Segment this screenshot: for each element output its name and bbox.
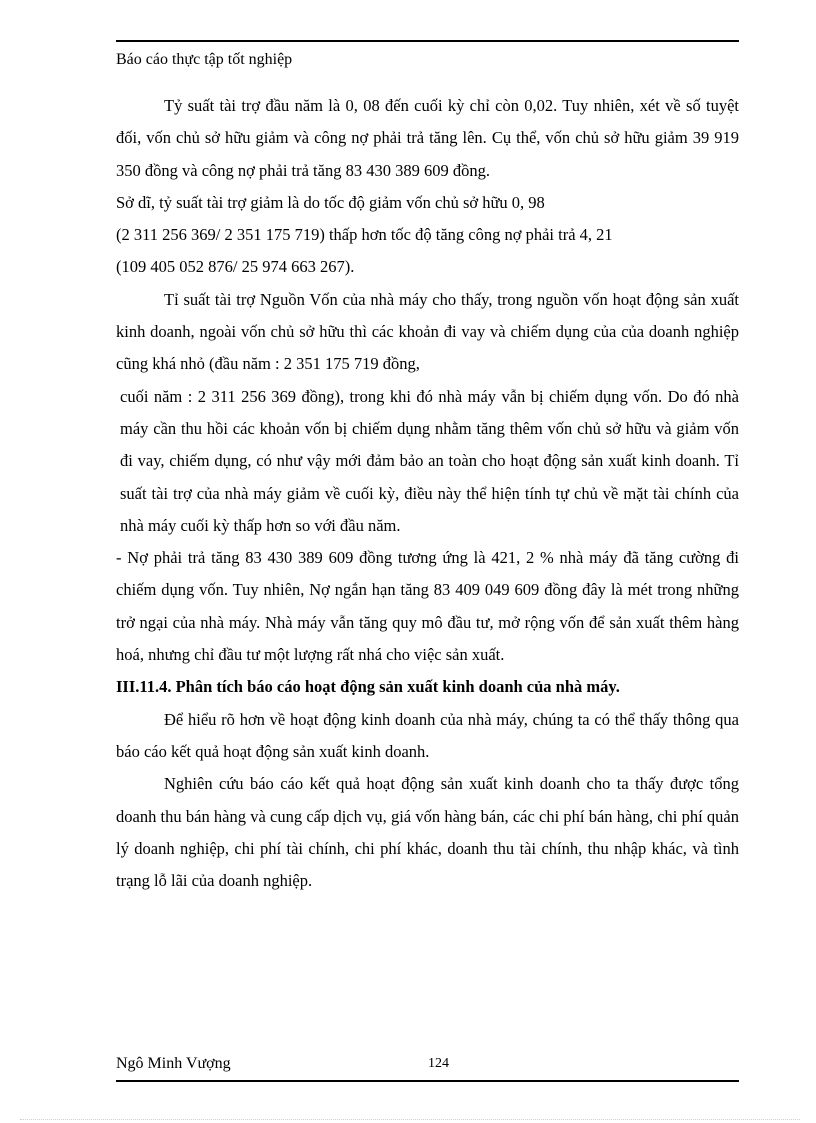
paragraph-ratio-change: Tỷ suất tài trợ đầu năm là 0, 08 đến cuối kỳ chỉ còn 0,02. Tuy nhiên, xét về số tuyệt đối, vốn chủ sở hữu giảm và công nợ phải trả tăng lên. Cụ thể, vốn chủ sở hữu giảm 39 919 350 đồng và công nợ phải trả tăng 83 430 389 609 đồng. bbox=[116, 96, 739, 180]
page-number: 124 bbox=[428, 1056, 449, 1071]
paragraph-equity-ratio: (2 311 256 369/ 2 351 175 719) thấp hơn tốc độ tăng công nợ phải trả 4, 21 bbox=[116, 225, 613, 245]
footer-author: Ngô Minh Vượng bbox=[116, 1055, 231, 1072]
paragraph-reason: Sở dĩ, tỷ suất tài trợ giảm là do tốc độ giảm vốn chủ sở hữu 0, 98 bbox=[116, 192, 545, 212]
running-header: Báo cáo thực tập tốt nghiệp bbox=[116, 51, 293, 68]
paragraph-debt-ratio: (109 405 052 876/ 25 974 663 267). bbox=[116, 257, 355, 277]
page-edge-dots bbox=[20, 1119, 800, 1120]
section-heading: III.11.4. Phân tích báo cáo hoạt động sản xuất kinh doanh của nhà máy. bbox=[116, 677, 620, 697]
paragraph-liabilities: - Nợ phải trả tăng 83 430 389 609 đồng tương ứng là 421, 2 % nhà máy đã tăng cường đi chiếm dụng vốn. Tuy nhiên, Nợ ngắn hạn tăng 83 409 049 609 đồng đây là mét trong những trở ngại của nhà máy. Nhà máy vẫn tăng quy mô đầu tư, mở rộng vốn để sản xuất thêm hàng hoá, nhưng chỉ đầu tư một lượng rất nhá cho việc sản xuất. bbox=[116, 548, 739, 665]
header-rule bbox=[116, 40, 739, 42]
paragraph-research: Nghiên cứu báo cáo kết quả hoạt động sản xuất kinh doanh cho ta thấy được tổng doanh thu bán hàng và cung cấp dịch vụ, giá vốn hàng bán, các chi phí bán hàng, chi phí quản lý doanh nghiệp, chi phí tài chính, chi phí khác, doanh thu tài chính, thu nhập khác, và tình trạng lỗ lãi của doanh nghiệp. bbox=[116, 774, 739, 891]
paragraph-intro: Để hiểu rõ hơn về hoạt động kinh doanh của nhà máy, chúng ta có thể thấy thông qua báo cáo kết quả hoạt động sản xuất kinh doanh. bbox=[116, 709, 739, 761]
footer-rule bbox=[116, 1080, 739, 1082]
paragraph-funding-ratio: Tỉ suất tài trợ Nguồn Vốn của nhà máy cho thấy, trong nguồn vốn hoạt động sản xuất kinh doanh, ngoài vốn chủ sở hữu thì các khoản đi vay và chiếm dụng của của doanh nghiệp cũng khá nhỏ (đầu năm : 2 351 175 719 đồng, bbox=[116, 289, 739, 374]
document-body bbox=[116, 90, 739, 897]
paragraph-year-end: cuối năm : 2 311 256 369 đồng), trong khi đó nhà máy vẫn bị chiếm dụng vốn. Do đó nhà máy cần thu hồi các khoản vốn bị chiếm dụng nhằm tăng thêm vốn chủ sở hữu và giảm vốn đi vay, chiếm dụng, có như vậy mới đảm bảo an toàn cho hoạt động sản xuất kinh doanh. Tỉ suất tài trợ của nhà máy giảm về cuối kỳ, điều này thể hiện tính tự chủ về mặt tài chính của nhà máy cuối kỳ thấp hơn so với đầu năm. bbox=[120, 386, 739, 535]
